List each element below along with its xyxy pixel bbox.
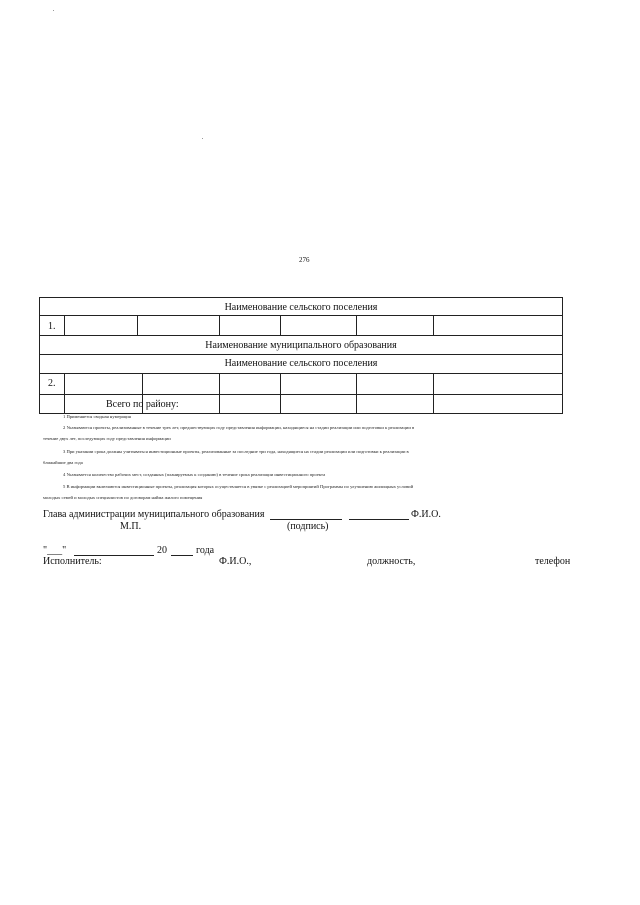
scan-speck <box>202 138 203 139</box>
row-number: 1. <box>48 321 56 332</box>
footnote: молодых семей и молодых специалистов по договорам найма жилого помещения <box>43 495 203 500</box>
table-row-header: Наименование сельского поселения <box>224 302 378 313</box>
executor-label: Исполнитель: <box>43 556 102 567</box>
table-rule <box>40 394 562 395</box>
date-god: года <box>196 545 215 556</box>
table-row-header: Наименование муниципального образования <box>205 340 397 351</box>
signature-line <box>349 519 409 520</box>
executor-phone: телефон <box>535 556 571 567</box>
table-rule <box>40 335 562 336</box>
table-rule <box>280 315 281 335</box>
table-rule <box>40 373 562 374</box>
scan-speck <box>53 10 54 11</box>
executor-position: должность, <box>367 556 416 567</box>
table-rule <box>137 315 138 335</box>
table-rule <box>64 315 65 335</box>
row-number: 2. <box>48 378 56 389</box>
executor-fio: Ф.И.О., <box>219 556 252 567</box>
footnote: 4 Указывается количество рабочих мест, созданных (планируемых к созданию) в течение срока реализации инвестиционного проекта <box>63 472 326 477</box>
date-quote: "___" <box>43 545 67 556</box>
footnote: 2 Указываются проекты, реализованные в течение трех лет, предшествующих году представления информации, находящиеся на стадии реализации или подготовки к реализации в <box>63 425 415 430</box>
table-rule <box>219 315 220 335</box>
footnote: ближайшие два года <box>43 460 83 465</box>
mp-label: М.П. <box>120 521 142 532</box>
date-line <box>171 555 193 556</box>
signature-line <box>270 519 342 520</box>
date-year: 20 <box>157 545 167 556</box>
head-label: Глава администрации муниципального образования <box>43 509 265 520</box>
page-number: 276 <box>299 256 310 264</box>
table-rule <box>433 315 434 335</box>
footnote: 1 Применяется сводная нумерация <box>63 414 131 419</box>
footnote: 5 В информации включаются инвестиционные проекты, реализация которых осуществляется в увязке с реализацией мероприятий Программы по улучшению жилищных условий <box>63 484 414 489</box>
total-label: Всего по району: <box>106 399 179 410</box>
data-table <box>39 297 563 414</box>
footnote: 3 При указании срока должны учитываться инвестиционные проекты, реализованные за последние три года, находящиеся на стадии реализации или подготовки к реализации в <box>63 449 409 454</box>
table-rule <box>356 315 357 335</box>
table-rule <box>40 315 562 316</box>
podpis-label: (подпись) <box>287 521 329 532</box>
fio-label: Ф.И.О. <box>411 509 441 520</box>
footnote: течение двух лет, последующих году представления информации <box>43 436 171 441</box>
table-rule <box>40 354 562 355</box>
table-row-header: Наименование сельского поселения <box>224 358 378 369</box>
